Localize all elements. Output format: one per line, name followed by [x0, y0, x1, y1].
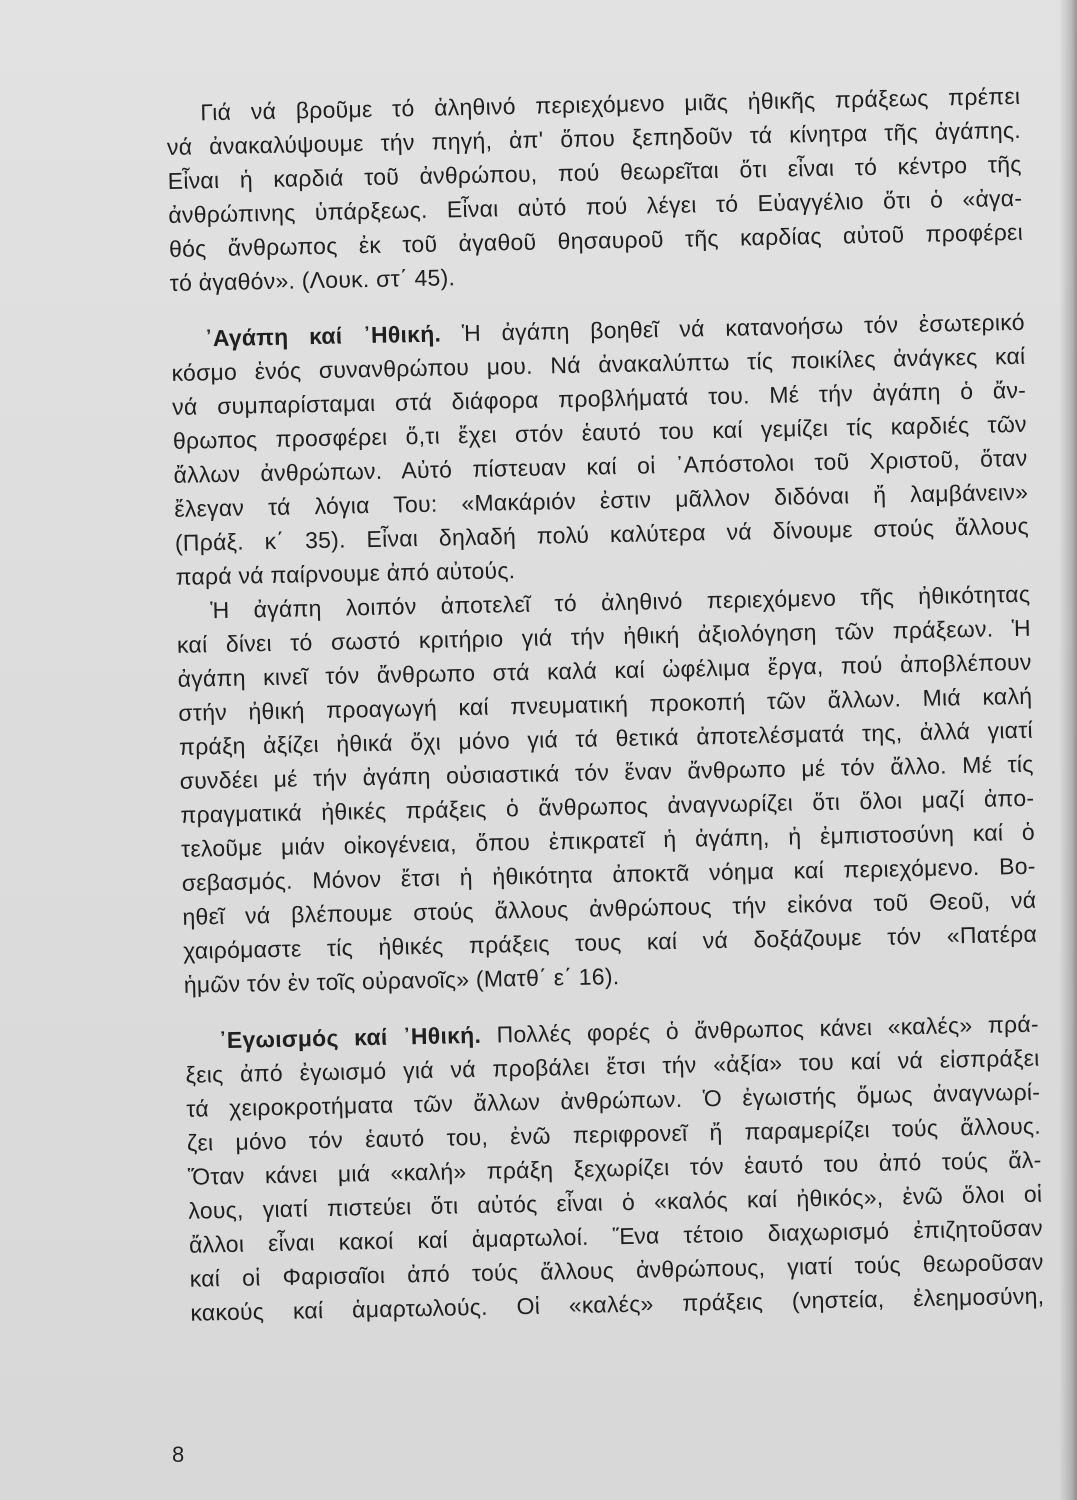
text-line: τό ἀγαθόν». (Λουκ. στ΄ 45).: [169, 264, 456, 296]
text-line: λους, γιατί πιστεύει ὅτι αὐτός εἶναι ὁ «καλός καί ἠθικός», ἐνῶ ὅλοι οἱ: [188, 1180, 1043, 1224]
text-line: σεβασμός. Μόνον ἔτσι ἡ ἠθικότητα ἀποκτᾶ νόημα καί περιεχόμενο. Βο-: [181, 852, 1036, 896]
text-line: ἔλεγαν τά λόγια Του: «Μακάριόν ἐστιν μᾶλλον διδόναι ἤ λαμβάνειν»: [174, 478, 1029, 522]
text-line: καί δίνει τό σωστό κριτήριο γιά τήν ἠθική ἀξιολόγηση τῶν πράξεων. Ἡ: [176, 614, 1032, 658]
page-number: 8: [172, 1442, 185, 1467]
paragraph-heart: [166, 79, 1024, 300]
text-line: ἡμῶν τόν ἐν τοῖς οὐρανοῖς» (Ματθ΄ ε΄ 16).: [183, 963, 620, 998]
text-line: κόσμο ἑνός συνανθρώπου μου. Νά ἀνακαλύπτω τίς ποικίλες ἀνάγκες καί: [171, 342, 1026, 386]
text-line: Εἶναι ἡ καρδιά τοῦ ἀνθρώπου, πού θεωρεῖται ὅτι εἶναι τό κέντρο τῆς: [167, 150, 1022, 194]
text-line: ξεις ἀπό ἐγωισμό γιά νά προβάλει ἔτσι τήν «ἀξία» του καί νά εἰσπράξει: [185, 1044, 1040, 1088]
paragraph-egoism-and-ethics: [185, 1007, 1045, 1330]
text-line: χαιρόμαστε τίς ἠθικές πράξεις τους καί νά δοξάζουμε τόν «Πατέρα: [182, 920, 1038, 964]
body-text: [166, 79, 1045, 1330]
text-line: καί οἱ Φαρισαῖοι ἀπό τούς ἄλλους ἀνθρώπους, γιατί τούς θεωροῦσαν: [189, 1248, 1044, 1292]
text-line: νά ἀνακαλύψουμε τήν πηγή, ἀπ' ὅπου ξεπηδοῦν τά κίνητρα τῆς ἀγάπης.: [166, 116, 1022, 160]
text-line: ἀγάπη κινεῖ τόν ἄνθρωπο στά καλά καί ὠφέλιμα ἔργα, πού ἀποβλέπουν: [177, 648, 1032, 692]
text-line: (Πράξ. κ΄ 35). Εἶναι δηλαδή πολύ καλύτερα νά δίνουμε στούς ἄλλους: [174, 512, 1030, 556]
text-line: θρωπος προσφέρει ὅ,τι ἔχει στόν ἑαυτό του καί γεμίζει τίς καρδιές τῶν: [172, 410, 1028, 454]
section-heading-love-ethics: ᾿Αγάπη καί ᾿Ηθική.: [204, 320, 442, 352]
text-line: τά χειροκροτήματα τῶν ἄλλων ἀνθρώπων. Ὁ ἐγωιστής ὅμως ἀναγνωρί-: [186, 1078, 1041, 1122]
paragraph-love-content: [176, 577, 1038, 1002]
text-line: κακούς καί ἁμαρτωλούς. Οἱ «καλές» πράξεις (νηστεία, ἐλεημοσύνη,: [190, 1282, 1045, 1326]
paragraph-love-and-ethics: [171, 305, 1030, 594]
text-line: συνδέει μέ τήν ἀγάπη οὐσιαστικά τόν ἕναν ἄνθρωπο μέ τόν ἄλλο. Μέ τίς: [179, 750, 1034, 794]
heading-line-rest: Πολλές φορές ὁ ἄνθρωπος κάνει «καλές» πρά-: [480, 1010, 1040, 1048]
text-line: ἄλλων ἀνθρώπων. Αὐτό πίστευαν καί οἱ ᾿Απόστολοι τοῦ Χριστοῦ, ὅταν: [173, 444, 1028, 488]
text-line: Γιά νά βροῦμε τό ἀληθινό περιεχόμενο μιᾶς ἠθικῆς πράξεως πρέπει: [200, 82, 1021, 126]
text-line: νά συμπαρίσταμαι στά διάφορα προβλήματά του. Μέ τήν ἀγάπη ὁ ἄν-: [171, 376, 1027, 420]
text-line: στήν ἠθική προαγωγή καί πνευματική προκοπή τῶν ἄλλων. Μιά καλή: [178, 682, 1033, 726]
page-edge-shadow: [1059, 0, 1077, 1500]
text-line: τελοῦμε μιάν οἰκογένεια, ὅπου ἐπικρατεῖ ἡ ἀγάπη, ἡ ἐμπιστοσύνη καί ὁ: [180, 818, 1036, 862]
text-line: ηθεῖ νά βλέπουμε στούς ἄλλους ἀνθρώπους τήν εἰκόνα τοῦ Θεοῦ, νά: [182, 886, 1037, 930]
text-line: θός ἄνθρωπος ἐκ τοῦ ἀγαθοῦ θησαυροῦ τῆς καρδίας αὐτοῦ προφέρει: [168, 218, 1024, 262]
text-line: Ἡ ἀγάπη λοιπόν ἀποτελεῖ τό ἀληθινό περιεχόμενο τῆς ἠθικότητας: [210, 580, 1031, 624]
text-line: ἀνθρώπινης ὑπάρξεως. Εἶναι αὐτό πού λέγει τό Εὐαγγέλιο ὅτι ὁ «ἀγα-: [168, 184, 1023, 228]
heading-line-rest: Ἡ ἀγάπη βοηθεῖ νά κατανοήσω τόν ἐσωτερικό: [440, 308, 1025, 347]
section-heading-egoism-ethics: ᾿Εγωισμός καί ᾿Ηθική.: [218, 1021, 482, 1054]
text-line: ἄλλοι εἶναι κακοί καί ἁμαρτωλοί. Ἕνα τέτοιο διαχωρισμό ἐπιζητοῦσαν: [188, 1214, 1044, 1258]
text-line: ζει μόνο τόν ἑαυτό του, ἐνῶ περιφρονεῖ ἤ παραμερίζει τούς ἄλλους.: [186, 1112, 1042, 1156]
text-line: παρά νά παίρνουμε ἀπό αὐτούς.: [175, 557, 516, 590]
text-line: Ὅταν κάνει μιά «καλή» πράξη ξεχωρίζει τόν ἑαυτό του ἀπό τούς ἄλ-: [187, 1146, 1042, 1190]
text-line: πραγματικά ἠθικές πράξεις ὁ ἄνθρωπος ἀναγνωρίζει ὅτι ὅλοι μαζί ἀπο-: [180, 784, 1035, 828]
text-line: πράξη ἀξίζει ἠθικά ὄχι μόνο γιά τά θετικά ἀποτελέσματά της, ἀλλά γιατί: [178, 716, 1034, 760]
